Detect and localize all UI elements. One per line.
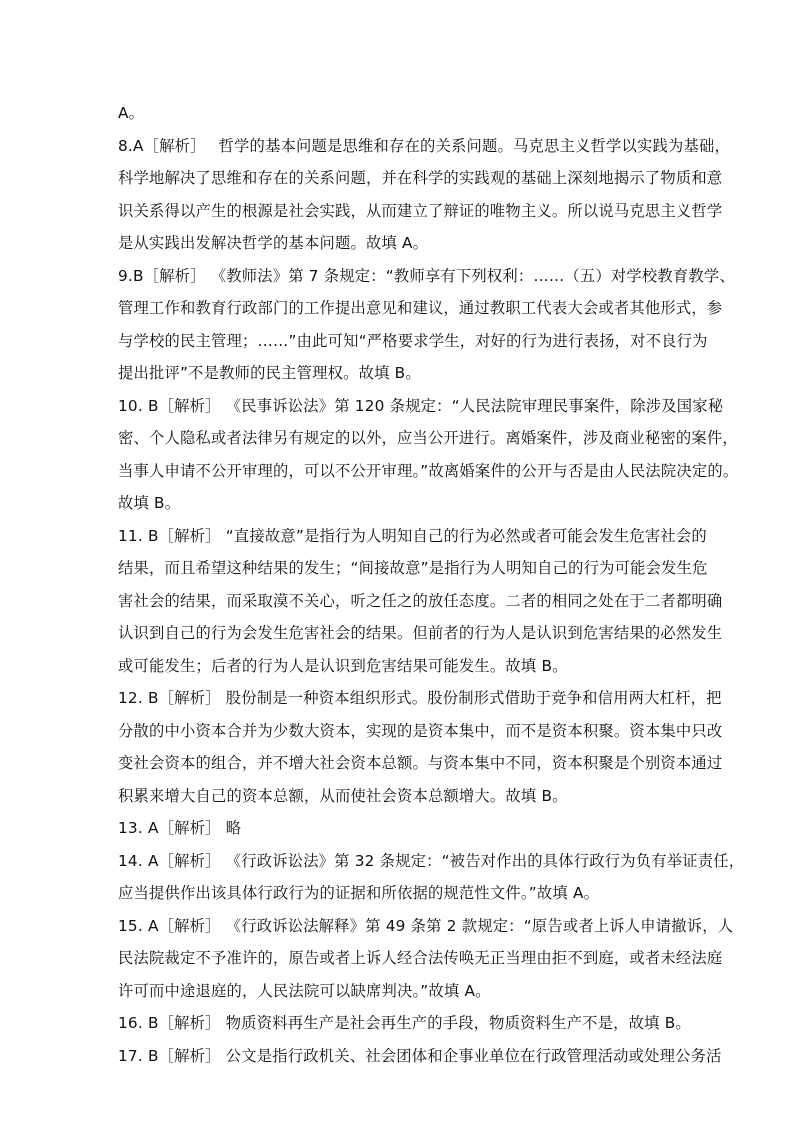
text-line: 与学校的民主管理；……”由此可知“严格要求学生，对好的行为进行表扬，对不良行为 <box>118 331 708 350</box>
text-line: 认识到自己的行为会发生危害社会的结果。但前者的行为人是认识到危害结果的必然发生 <box>118 624 723 642</box>
text-line: 17. B［解析］ 公文是指行政机关、社会团体和企事业单位在行政管理活动或处理公务活 <box>118 1046 722 1065</box>
text-line: 12. B［解析］ 股份制是一种资本组织形式。股份制形式借助于竞争和信用两大杠杆，把 <box>118 689 722 707</box>
answer-item-14 <box>118 845 745 910</box>
text-line: 变社会资本的组合，并不增大社会资本总额。与资本集中不同，资本积聚是个别资本通过 <box>118 754 723 772</box>
text-line: 当事人申请不公开审理的，可以不公开审理。”故离婚案件的公开与否是由人民法院决定的。 <box>118 461 739 480</box>
text-line: 8.A［解析］ 哲学的基本问题是思维和存在的关系问题。马克思主义哲学以实践为基础， <box>118 136 730 155</box>
text-line: 提出批评”不是教师的民主管理权。故填 B。 <box>118 364 421 382</box>
text-line: 许可而中途退庭的，人民法院可以缺席判决。”故填 A。 <box>118 981 491 1000</box>
answer-item-9 <box>118 260 735 390</box>
text-line: 11. B［解析］ “直接故意”是指行为人明知自己的行为必然或者可能会发生危害社会的 <box>118 526 707 545</box>
answer-item-15 <box>118 910 734 1008</box>
text-line: 是从实践出发解决哲学的基本问题。故填 A。 <box>118 234 429 252</box>
answer-item-10 <box>118 390 739 520</box>
text-line: 分散的中小资本合并为少数大资本，实现的是资本集中，而不是资本积聚。资本集中只改 <box>118 721 723 740</box>
text-line: 故填 B。 <box>118 494 181 512</box>
text-line: 9.B［解析］ 《教师法》第 7 条规定：“教师享有下列权利：……（五）对学校教育教学、 <box>118 266 735 285</box>
text-line: 14. A［解析］ 《行政诉讼法》第 32 条规定：“被告对作出的具体行政行为负有举证责任， <box>118 851 745 870</box>
answer-item-13 <box>118 812 698 845</box>
answer-item-11 <box>118 520 723 683</box>
text-line: 积累来增大自己的资本总额，从而使社会资本总额增大。故填 B。 <box>118 786 568 805</box>
document-page <box>118 97 745 1072</box>
text-line: 15. A［解析］ 《行政诉讼法解释》第 49 条第 2 款规定：“原告或者上诉人申请撤诉，人 <box>118 916 734 935</box>
text-line: 10. B［解析］ 《民事诉讼法》第 120 条规定：“人民法院审理民事案件，除涉及国家秘 <box>118 396 724 415</box>
text-line: 识关系得以产生的根源是社会实践，从而建立了辩证的唯物主义。所以说马克思主义哲学 <box>118 201 723 220</box>
text-line: A。 <box>118 104 145 122</box>
text-line: 密、个人隐私或者法律另有规定的以外，应当公开进行。离婚案件，涉及商业秘密的案件， <box>118 429 738 447</box>
text-line: 科学地解决了思维和存在的关系问题，并在科学的实践观的基础上深刻地揭示了物质和意 <box>118 169 723 187</box>
answer-item-7-tail <box>118 97 698 130</box>
text-line: 结果，而且希望这种结果的发生；“间接故意”是指行为人明知自己的行为可能会发生危 <box>118 559 708 577</box>
answer-item-17 <box>118 1040 722 1073</box>
text-line: 或可能发生；后者的行为人是认识到危害结果可能发生。故填 B。 <box>118 656 568 675</box>
text-line: 16. B［解析］ 物质资料再生产是社会再生产的手段，物质资料生产不是，故填 B。 <box>118 1014 691 1032</box>
text-line: 管理工作和教育行政部门的工作提出意见和建议，通过教职工代表大会或者其他形式，参 <box>118 299 723 317</box>
answer-item-12 <box>118 682 723 812</box>
text-line: 应当提供作出该具体行政行为的证据和所依据的规范性文件。”故填 A。 <box>118 884 600 902</box>
text-line: 民法院裁定不予准许的，原告或者上诉人经合法传唤无正当理由拒不到庭，或者未经法庭 <box>118 949 723 967</box>
answer-item-16 <box>118 1007 698 1040</box>
text-line: 13. A［解析］ 略 <box>118 819 242 837</box>
text-line: 害社会的结果，而采取漠不关心，听之任之的放任态度。二者的相同之处在于二者都明确 <box>118 591 723 610</box>
answer-item-8 <box>118 130 730 260</box>
